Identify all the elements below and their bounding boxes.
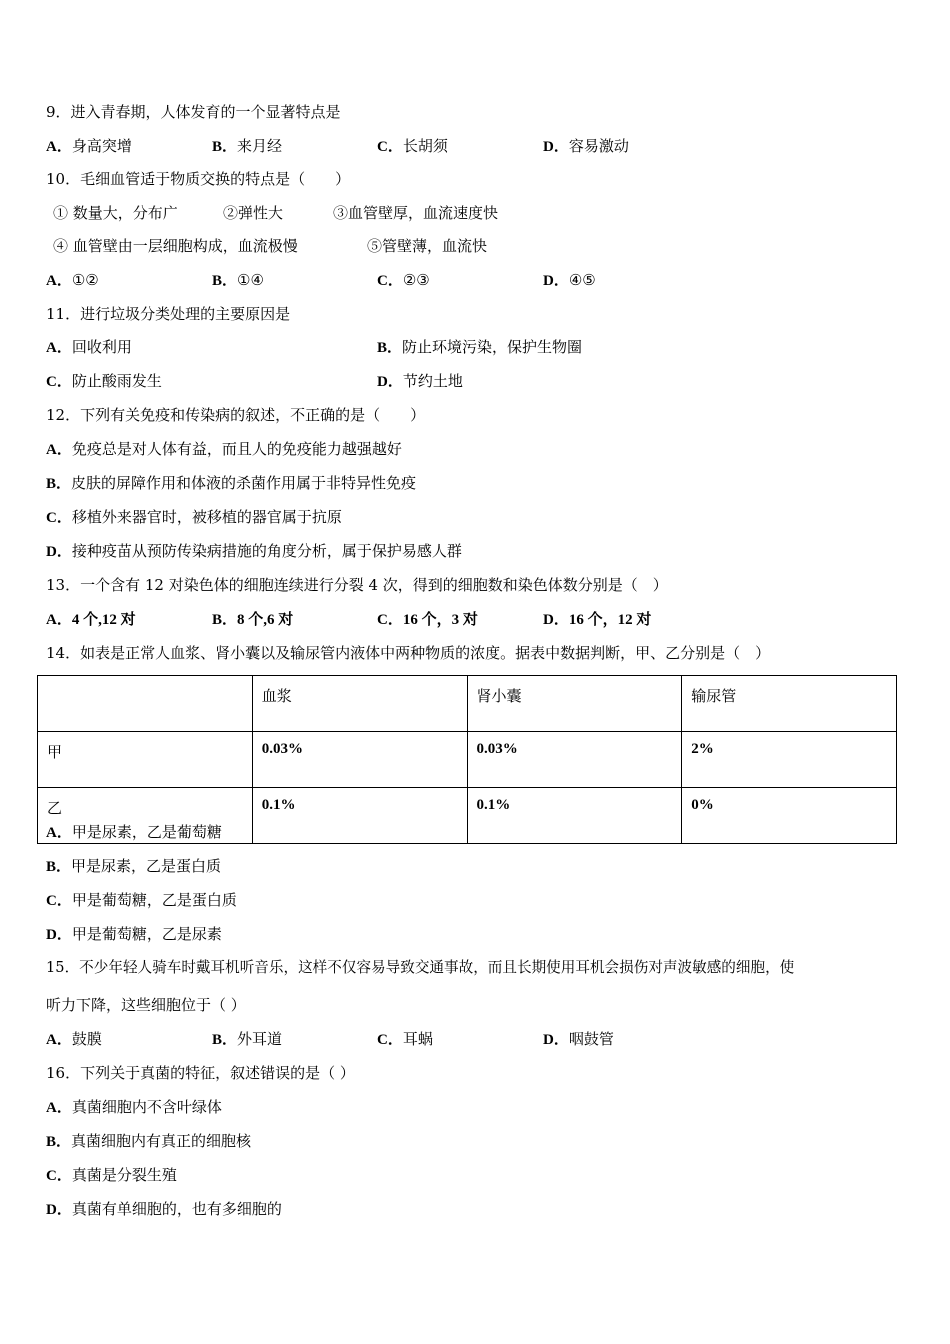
option-label: B．	[212, 273, 238, 289]
option-label: C．	[377, 612, 403, 628]
option-label: B．	[46, 1134, 72, 1150]
option-label: A．	[46, 612, 72, 628]
option-text: 防止环境污染，保护生物圈	[402, 338, 583, 356]
option-label: A．	[46, 340, 72, 356]
option-text: 耳蜗	[402, 1030, 433, 1048]
option-text: 真菌细胞内不含叶绿体	[71, 1098, 222, 1116]
q14-data-table	[37, 675, 897, 844]
q14-option-a	[46, 822, 222, 843]
option-label: D．	[377, 374, 403, 390]
q9-option-d	[543, 136, 629, 157]
q9-option-c	[377, 136, 448, 157]
q9-option-b	[212, 136, 282, 157]
q10-option-c	[377, 270, 430, 291]
q16-option-d	[46, 1199, 282, 1220]
option-label: B．	[377, 340, 403, 356]
q10-item-1: ① 数量大，分布广	[53, 204, 178, 222]
q15-option-b	[212, 1029, 282, 1050]
option-label: A．	[46, 273, 72, 289]
q12-option-c	[46, 507, 342, 528]
option-label: B．	[212, 1032, 238, 1048]
q9-option-a	[46, 136, 132, 157]
q10-item-5: ⑤管壁薄，血流快	[367, 237, 488, 255]
option-label: A．	[46, 442, 72, 458]
option-label: B．	[46, 859, 72, 875]
table-header-row	[38, 676, 897, 732]
table-cell: 0.03%	[252, 732, 467, 788]
q11-option-b	[377, 337, 582, 358]
option-text: 8 个,6 对	[237, 612, 294, 628]
q10-stem: 10．毛细血管适于物质交换的特点是（ ）	[46, 170, 351, 188]
option-label: A．	[46, 1100, 72, 1116]
q15-option-d	[543, 1029, 614, 1050]
option-text: 移植外来器官时，被移植的器官属于抗原	[71, 508, 342, 526]
q14-option-c	[46, 890, 237, 911]
option-text: 长胡须	[402, 137, 448, 155]
q14-stem: 14．如表是正常人血浆、肾小囊以及输尿管内液体中两种物质的浓度。据表中数据判断，甲、乙分别是（ ）	[46, 644, 771, 662]
table-cell: 2%	[682, 732, 897, 788]
option-label: C．	[377, 273, 403, 289]
q16-option-b	[46, 1131, 251, 1152]
table-cell: 0%	[682, 788, 897, 844]
q15-stem-line1: 15．不少年轻人骑车时戴耳机听音乐，这样不仅容易导致交通事故，而且长期使用耳机会损伤对声波敏感的细胞，使	[46, 959, 795, 976]
q9-stem: 9．进入青春期，人体发育的一个显著特点是	[46, 103, 341, 121]
option-text: 容易激动	[568, 137, 629, 155]
q14-option-d	[46, 924, 222, 945]
option-label: D．	[543, 612, 569, 628]
table-cell: 0.1%	[467, 788, 682, 844]
q14-option-b	[46, 856, 221, 877]
option-label: B．	[46, 476, 72, 492]
option-label: A．	[46, 139, 72, 155]
option-label: D．	[46, 927, 72, 943]
option-text: 回收利用	[71, 338, 132, 356]
q11-option-c	[46, 371, 162, 392]
option-label: C．	[377, 139, 403, 155]
table-cell: 0.1%	[252, 788, 467, 844]
q10-option-d	[543, 270, 596, 291]
q12-stem: 12．下列有关免疫和传染病的叙述，不正确的是（ ）	[46, 406, 426, 424]
option-label: D．	[543, 273, 569, 289]
option-text: 甲是尿素，乙是蛋白质	[71, 857, 222, 875]
option-label: D．	[46, 1202, 72, 1218]
table-row	[38, 732, 897, 788]
option-text: 甲是尿素，乙是葡萄糖	[71, 823, 222, 841]
option-text: 接种疫苗从预防传染病措施的角度分析，属于保护易感人群	[71, 542, 462, 560]
q13-option-a	[46, 609, 136, 630]
option-text: 16 个，3 对	[402, 612, 478, 628]
q16-option-a	[46, 1097, 222, 1118]
q15-option-c	[377, 1029, 433, 1050]
option-text: 咽鼓管	[568, 1030, 614, 1048]
q13-option-d	[543, 609, 651, 630]
q15-option-a	[46, 1029, 102, 1050]
q16-stem: 16．下列关于真菌的特征，叙述错误的是（ ）	[46, 1064, 355, 1082]
q10-item-2: ②弹性大	[223, 204, 284, 222]
q12-option-b	[46, 473, 416, 494]
option-label: C．	[46, 374, 72, 390]
q15-stem-line2: 听力下降，这些细胞位于（ ）	[46, 996, 246, 1014]
option-text: 皮肤的屏障作用和体液的杀菌作用属于非特异性免疫	[71, 474, 417, 492]
option-label: D．	[46, 544, 72, 560]
q13-stem: 13．一个含有 12 对染色体的细胞连续进行分裂 4 次，得到的细胞数和染色体数分别是（ ）	[46, 576, 668, 594]
option-label: C．	[46, 893, 72, 909]
table-header-cell	[38, 676, 253, 732]
option-label: A．	[46, 1032, 72, 1048]
q10-option-a	[46, 270, 99, 291]
q11-option-d	[377, 371, 463, 392]
table-cell: 乙	[38, 788, 253, 844]
option-label: D．	[543, 1032, 569, 1048]
option-text: 鼓膜	[71, 1030, 102, 1048]
option-text: 外耳道	[237, 1030, 283, 1048]
q12-option-a	[46, 439, 402, 460]
q10-option-b	[212, 270, 264, 291]
q12-option-d	[46, 541, 462, 562]
q11-option-a	[46, 337, 132, 358]
option-text: 甲是葡萄糖，乙是尿素	[71, 925, 222, 943]
table-header-cell: 肾小囊	[467, 676, 682, 732]
option-text: 节约土地	[402, 372, 463, 390]
option-text: ②③	[402, 271, 430, 289]
option-label: C．	[46, 1168, 72, 1184]
option-text: 防止酸雨发生	[71, 372, 162, 390]
option-text: ①②	[71, 271, 99, 289]
table-cell: 0.03%	[467, 732, 682, 788]
q13-option-c	[377, 609, 478, 630]
option-text: 4 个,12 对	[71, 612, 136, 628]
q10-item-4: ④ 血管壁由一层细胞构成，血流极慢	[53, 237, 298, 255]
table-cell: 甲	[38, 732, 253, 788]
q10-item-3: ③血管壁厚，血流速度快	[333, 204, 499, 222]
option-text: 免疫总是对人体有益，而且人的免疫能力越强越好	[71, 440, 402, 458]
q13-option-b	[212, 609, 293, 630]
option-text: 甲是葡萄糖，乙是蛋白质	[71, 891, 237, 909]
option-label: C．	[377, 1032, 403, 1048]
table-header-cell: 血浆	[252, 676, 467, 732]
option-text: ④⑤	[568, 271, 596, 289]
option-text: 来月经	[237, 137, 283, 155]
option-text: 真菌是分裂生殖	[71, 1166, 177, 1184]
option-text: 真菌有单细胞的，也有多细胞的	[71, 1200, 282, 1218]
option-label: A．	[46, 825, 72, 841]
q11-stem: 11．进行垃圾分类处理的主要原因是	[46, 305, 291, 323]
option-label: B．	[212, 612, 238, 628]
option-text: 真菌细胞内有真正的细胞核	[71, 1132, 252, 1150]
table-header-cell: 输尿管	[682, 676, 897, 732]
option-text: 16 个，12 对	[568, 612, 652, 628]
option-label: B．	[212, 139, 238, 155]
option-text: ①④	[237, 271, 264, 289]
option-text: 身高突增	[71, 137, 132, 155]
q16-option-c	[46, 1165, 177, 1186]
option-label: C．	[46, 510, 72, 526]
option-label: D．	[543, 139, 569, 155]
